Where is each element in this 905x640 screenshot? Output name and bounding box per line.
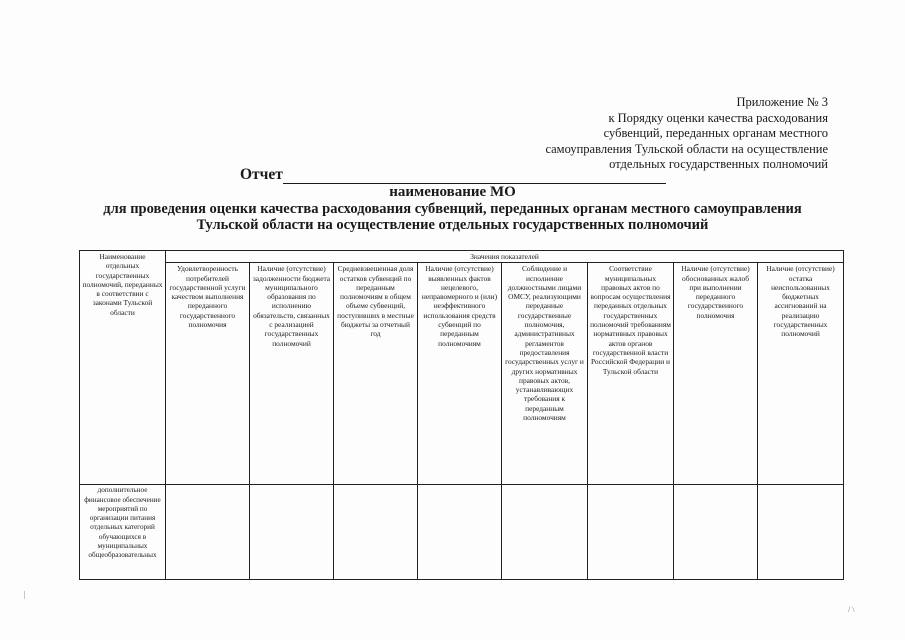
table-cell[interactable]: [502, 485, 588, 580]
table-row: [80, 485, 844, 580]
report-label: Отчет: [240, 166, 283, 183]
table-cell[interactable]: [166, 485, 250, 580]
indicator-header: Средневзвешенная доля остатков субвенций по переданным полномочиям в общем объеме субвенций, поступивших в местные бюджеты за отчетный год: [334, 263, 418, 485]
appendix-line: самоуправления Тульской области на осуществление: [545, 141, 828, 156]
indicator-header: Наличие (отсутствие) задолженности бюджета муниципального образования по исполнению обязательств, связанных с реализацией государственных полномочий: [250, 263, 334, 485]
indicator-header: Наличие (отсутствие) выявленных фактов нецелевого, неправомерного и (или) неэффективного использования средств субвенций по переданным полномочиям: [418, 263, 502, 485]
table-cell[interactable]: [418, 485, 502, 580]
table-cell[interactable]: [250, 485, 334, 580]
mo-name-caption: наименование МО: [389, 184, 516, 200]
appendix-line: субвенций, переданных органам местного: [603, 126, 828, 140]
indicator-header: Наличие (отсутствие) обоснованных жалоб при выполнении переданного государственного полномочия: [674, 263, 758, 485]
scan-margin-mark: |: [24, 590, 26, 599]
row-label: дополнительное финансовое обеспечение мероприятий по организации питания отдельных категорий обучающихся в муниципальных общеобразовательных: [80, 485, 166, 580]
indicator-header-row: [80, 263, 844, 485]
column-header-powers: Наименование отдельных государственных полномочий, переданных в соответствии с законами Тульской области: [80, 251, 166, 485]
appendix-line: отдельных государственных полномочий: [609, 157, 828, 171]
appendix-line: Приложение № 3: [736, 95, 828, 109]
appendix-heading: [545, 95, 828, 173]
group-header: Значения показателей: [166, 251, 844, 263]
table-cell[interactable]: [758, 485, 844, 580]
scan-margin-mark: / \: [848, 605, 855, 614]
appendix-line: к Порядку оценки качества расходования: [608, 110, 828, 125]
table-cell[interactable]: [588, 485, 674, 580]
indicator-header: Удовлетворенность потребителей государственной услуги качеством выполнения переданного государственного полномочия: [166, 263, 250, 485]
table-cell[interactable]: [334, 485, 418, 580]
subtitle-line: Тульской области на осуществление отдельных государственных полномочий: [196, 217, 709, 233]
indicator-header: Наличие (отсутствие) остатка неиспользованных бюджетных ассигнований на реализацию государственных полномочий: [758, 263, 844, 485]
report-subtitle: [0, 201, 905, 233]
subtitle-line: для проведения оценки качества расходования субвенций, переданных органам местного самоуправления: [103, 201, 802, 217]
indicators-table: [79, 250, 844, 580]
header-row: [80, 251, 844, 263]
table-cell[interactable]: [674, 485, 758, 580]
indicator-header: Соответствие муниципальных правовых актов по вопросам осуществления переданных отдельных государственных полномочий требованиям нормативных правовых актов органов государственной власти Российской Федерации и Тульской области: [588, 263, 674, 485]
indicator-header: Соблюдение и исполнение должностными лицами ОМСУ, реализующими переданные государственные полномочия, административных регламентов предоставления государственных услуг и других нормативных правовых актов, устанавливающих требования к переданным полномочиям: [502, 263, 588, 485]
